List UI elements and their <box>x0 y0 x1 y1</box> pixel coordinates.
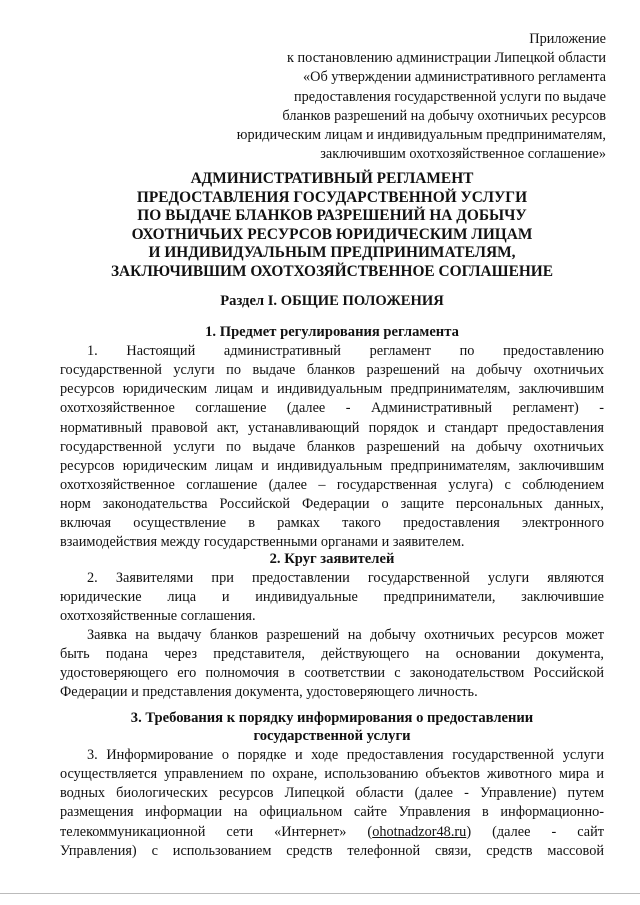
text-line: размещения информации на официальном сайте Управления в информационно- <box>60 804 604 821</box>
subsection-heading-2: 2. Круг заявителей <box>269 551 395 567</box>
text-line: водных биологических ресурсов Липецкой области (далее - Управление) путем <box>60 785 604 802</box>
paragraph-1 <box>60 342 604 553</box>
annex-line: заключившим охотхозяйственное соглашение» <box>320 146 606 163</box>
text-line <box>60 823 604 842</box>
title-line: АДМИНИСТРАТИВНЫЙ РЕГЛАМЕНТ <box>190 170 474 187</box>
text-line: включая осуществление в рамках такого предоставления электронного <box>60 515 604 532</box>
text-line: 3. Информирование о порядке и ходе предоставления государственной услуги <box>87 747 604 763</box>
text-line: ресурсов юридическим лицам и индивидуальным предпринимателям, заключившим <box>60 381 604 398</box>
paragraph-4 <box>60 746 604 861</box>
title-line: ЗАКЛЮЧИВШИМ ОХОТХОЗЯЙСТВЕННОЕ СОГЛАШЕНИЕ <box>110 262 554 280</box>
text-line: взаимодействия между государственными органами и заявителем. <box>60 534 465 551</box>
text-segment: телекоммуникационной сети «Интернет» ( <box>60 823 373 840</box>
text-line: государственной услуги по выдаче бланков разрешений на добычу охотничьих <box>60 362 604 379</box>
title-line: ОХОТНИЧЬИХ РЕСУРСОВ ЮРИДИЧЕСКИМ ЛИЦАМ <box>131 225 533 243</box>
text-line: охотхозяйственное соглашение (далее – государственная услуга) с соблюдением <box>60 476 604 493</box>
annex-line: к постановлению администрации Липецкой области <box>287 50 606 67</box>
title-line: И ИНДИВИДУАЛЬНЫМ ПРЕДПРИНИМАТЕЛЯМ, <box>148 244 516 262</box>
text-line: 2. Заявителями при предоставлении государственной услуги являются <box>87 570 604 586</box>
page-bottom-edge <box>0 893 640 894</box>
website-link[interactable]: ohotnadzor48.ru <box>372 823 467 840</box>
text-line: Заявка на выдачу бланков разрешений на добычу охотничьих ресурсов может <box>87 627 604 643</box>
text-line: осуществляется управлением по охране, использованию объектов животного мира и <box>60 766 604 783</box>
text-line: государственной услуги по выдаче бланков разрешений на добычу охотничьих <box>60 438 604 455</box>
text-line: 1. Настоящий административный регламент по предоставлению <box>87 343 604 359</box>
text-line: охотхозяйственные соглашения. <box>60 608 256 625</box>
annex-line: юридическим лицам и индивидуальным предпринимателям, <box>236 127 606 144</box>
text-line: юридические лица и индивидуальные предприниматели, заключившие <box>60 589 604 606</box>
title-line: ПРЕДОСТАВЛЕНИЯ ГОСУДАРСТВЕННОЙ УСЛУГИ <box>136 188 528 206</box>
paragraph-3 <box>60 626 604 703</box>
text-line: удостоверяющего его полномочия в соответствии с законодательством Российской <box>60 665 604 682</box>
paragraph-2 <box>60 569 604 626</box>
annex-line: «Об утверждении административного регламента <box>302 69 606 86</box>
section-heading: Раздел I. ОБЩИЕ ПОЛОЖЕНИЯ <box>220 293 444 309</box>
text-segment: ) (далее - сайт <box>466 823 604 840</box>
subsection-heading-1: 1. Предмет регулирования регламента <box>205 324 459 340</box>
text-line: норм законодательства Российской Федерации о защите персональных данных, <box>60 496 604 513</box>
document-title <box>60 170 604 282</box>
annex-line: Приложение <box>529 31 606 47</box>
text-line: ресурсов юридическим лицам и индивидуальным предпринимателям, заключившим <box>60 457 604 474</box>
annex-block <box>186 30 606 164</box>
annex-line: предоставления государственной услуги по выдаче <box>294 88 606 105</box>
text-line: нормативный правовой акт, устанавливающий порядок и стандарт предоставления <box>60 419 604 436</box>
subsection-heading-3: 3. Требования к порядку информирования о предоставлении <box>130 710 534 726</box>
subsection-heading-3-cont: государственной услуги <box>253 728 411 744</box>
text-line: Федерации и представления документа, удостоверяющего личность. <box>60 684 478 701</box>
text-line: быть подана через представителя, действующего на основании документа, <box>60 646 604 663</box>
text-line: Управления) с использованием средств телефонной связи, средств массовой <box>60 842 604 859</box>
text-line: охотхозяйственное соглашение (далее - Административный регламент) - <box>60 400 604 417</box>
annex-line: бланков разрешений на добычу охотничьих ресурсов <box>282 107 606 124</box>
title-line: ПО ВЫДАЧЕ БЛАНКОВ РАЗРЕШЕНИЙ НА ДОБЫЧУ <box>137 207 527 225</box>
